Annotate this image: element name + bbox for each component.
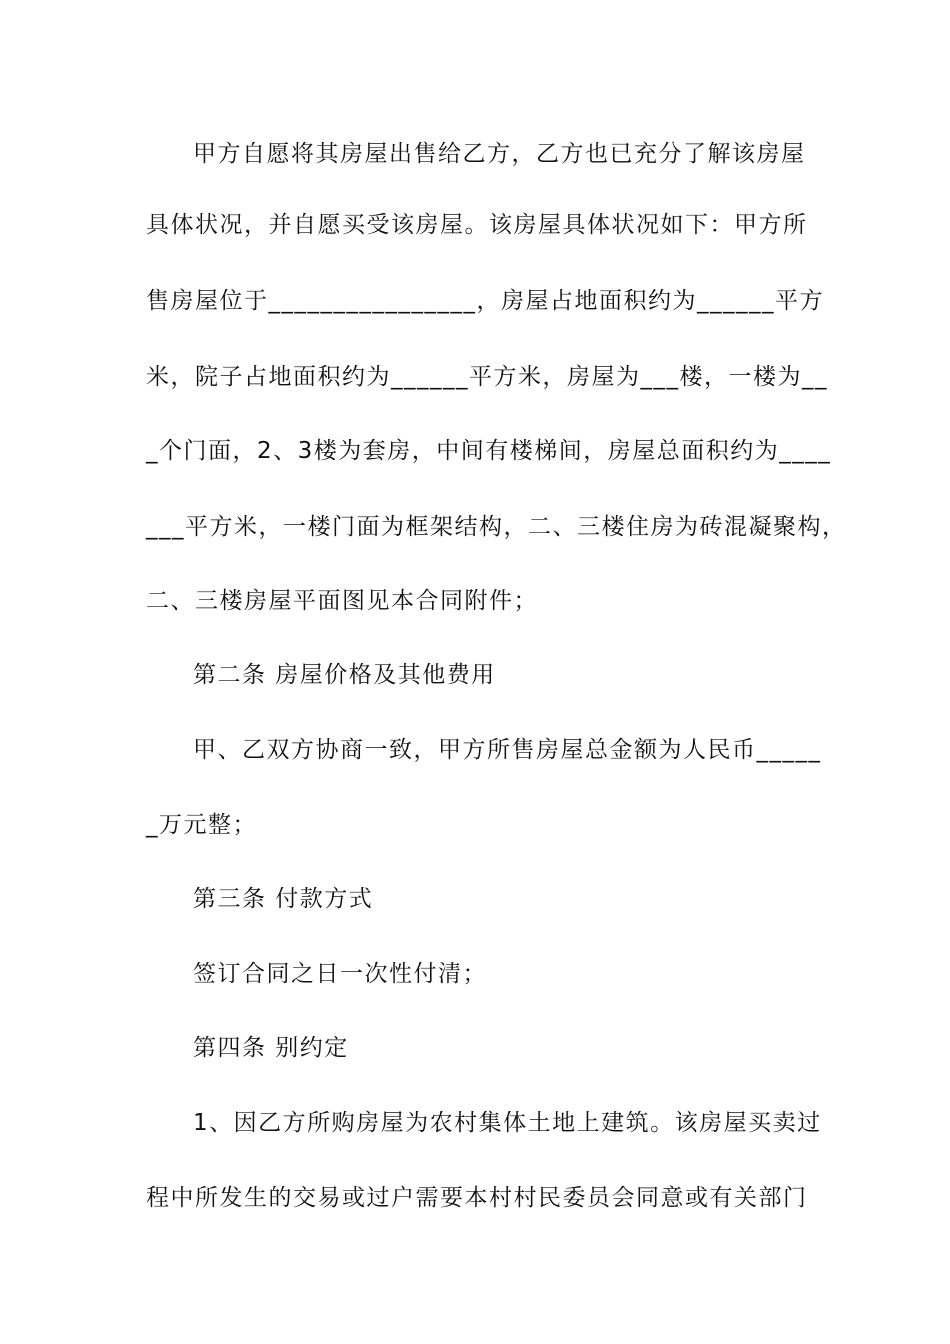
paragraph-line: 程中所发生的交易或过户需要本村村民委员会同意或有关部门 xyxy=(146,1185,808,1211)
paragraph-line: _万元整； xyxy=(146,812,257,838)
paragraph-line: 甲、乙双方协商一致，甲方所售房屋总金额为人民币_____ xyxy=(193,737,822,763)
paragraph-line: 二、三楼房屋平面图见本合同附件； xyxy=(146,588,538,614)
paragraph-line: 甲方自愿将其房屋出售给乙方，乙方也已充分了解该房屋 xyxy=(193,141,806,167)
paragraph-line: _个门面，2、3楼为套房，中间有楼梯间，房屋总面积约为____ xyxy=(146,438,832,464)
section-heading: 第四条 别约定 xyxy=(193,1035,349,1061)
section-heading: 第三条 付款方式 xyxy=(193,886,374,912)
section-heading: 第二条 房屋价格及其他费用 xyxy=(193,662,496,688)
paragraph-line: 具体状况，并自愿买受该房屋。该房屋具体状况如下：甲方所 xyxy=(146,212,808,238)
paragraph-line: 1、因乙方所购房屋为农村集体土地上建筑。该房屋买卖过 xyxy=(193,1110,822,1136)
paragraph-line: ___平方米，一楼门面为框架结构，二、三楼住房为砖混凝聚构， xyxy=(146,514,847,540)
paragraph-line: 米，院子占地面积约为______平方米，房屋为___楼，一楼为__ xyxy=(146,364,828,390)
paragraph-line: 售房屋位于________________，房屋占地面积约为______平方 xyxy=(146,288,824,314)
paragraph-line: 签订合同之日一次性付清； xyxy=(193,961,487,987)
